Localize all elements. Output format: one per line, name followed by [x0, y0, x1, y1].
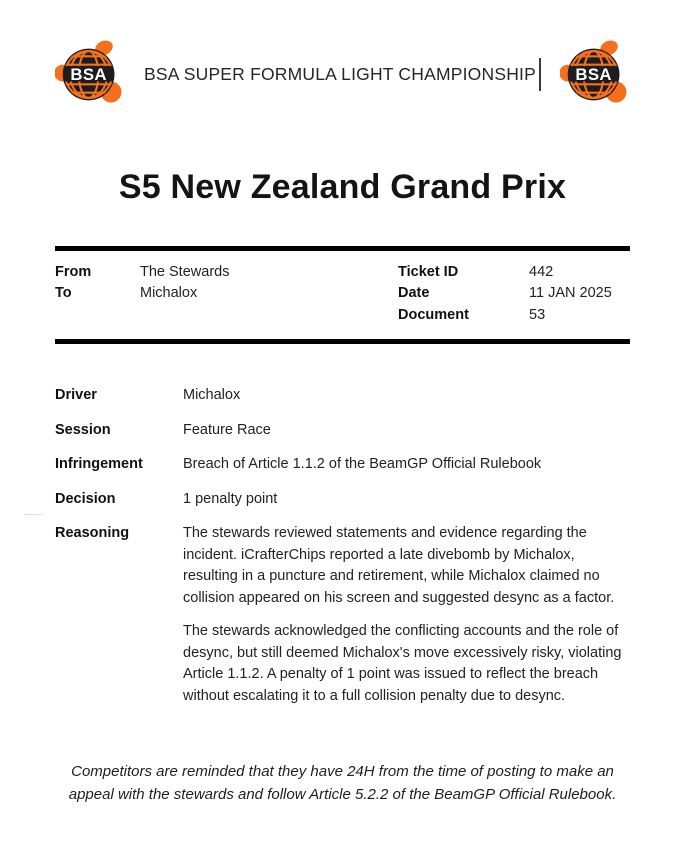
info-column-left: [55, 262, 398, 327]
logo-text: BSA: [575, 65, 612, 85]
field-label-session: Session: [55, 421, 111, 438]
field-row-infringement: [55, 454, 630, 476]
logo-text: BSA: [70, 65, 107, 85]
info-label-ticket-id: Ticket ID: [398, 263, 459, 280]
info-value-from: The Stewards: [140, 263, 230, 280]
field-row-decision: [55, 489, 630, 511]
field-label-reasoning: Reasoning: [55, 525, 130, 542]
info-value-to: Michalox: [140, 285, 198, 302]
bsa-logo-left: [55, 38, 125, 111]
info-table: [55, 246, 630, 345]
field-value-driver: Michalox: [183, 387, 241, 404]
info-label-document: Document: [398, 306, 469, 323]
info-row-ticket-id: [398, 262, 630, 284]
field-row-driver: [55, 385, 630, 407]
field-value-decision: 1 penalty point: [183, 490, 278, 507]
info-row-date: [398, 283, 630, 305]
field-value-reasoning: [183, 523, 630, 707]
smudge-artifact: [24, 514, 42, 515]
info-value-document: 53: [529, 306, 546, 323]
championship-title[interactable]: BSA SUPER FORMULA LIGHT CHAMPIONSHIP: [144, 64, 536, 84]
info-row-document: [398, 305, 630, 327]
info-column-right: [398, 262, 630, 327]
header-title-wrap: [144, 58, 541, 91]
page-title: S5 New Zealand Grand Prix: [118, 168, 567, 206]
appeal-notice: Competitors are reminded that they have 24H from the time of posting to make an appeal with the stewards and follow Article 5.2.2 of the BeamGP Official Rulebook.: [68, 763, 617, 803]
info-value-date: 11 JAN 2025: [529, 285, 612, 302]
info-row-from: [55, 262, 398, 284]
field-row-session: [55, 420, 630, 442]
bsa-logo-right: [560, 38, 630, 111]
letterhead: [55, 0, 630, 111]
field-label-infringement: Infringement: [55, 456, 143, 473]
info-value-ticket-id: 442: [529, 263, 554, 280]
field-value-session: Feature Race: [183, 421, 271, 438]
info-label-to: To: [55, 285, 72, 302]
info-label-date: Date: [398, 285, 430, 302]
footer: [55, 761, 630, 806]
reasoning-paragraph-1: The stewards reviewed statements and evidence regarding the incident. iCrafterChips reported a late divebomb by Michalox, resulting in a puncture and retirement, while Michalox claimed no collision appeared on his screen and suggested desync as a factor.: [183, 525, 615, 606]
text-cursor-icon: [539, 58, 541, 91]
field-label-driver: Driver: [55, 387, 97, 404]
info-label-from: From: [55, 263, 92, 280]
info-row-to: [55, 283, 398, 305]
field-value-infringement: Breach of Article 1.1.2 of the BeamGP Official Rulebook: [183, 456, 542, 473]
reasoning-paragraph-2: The stewards acknowledged the conflicting accounts and the role of desync, but still deemed Michalox's move excessively risky, violating Article 1.1.2. A penalty of 1 point was issued to reflect the breach without escalating it to a full collision penalty due to desync.: [183, 623, 622, 704]
decision-details: [55, 385, 630, 707]
field-row-reasoning: [55, 523, 630, 707]
field-label-decision: Decision: [55, 490, 116, 507]
